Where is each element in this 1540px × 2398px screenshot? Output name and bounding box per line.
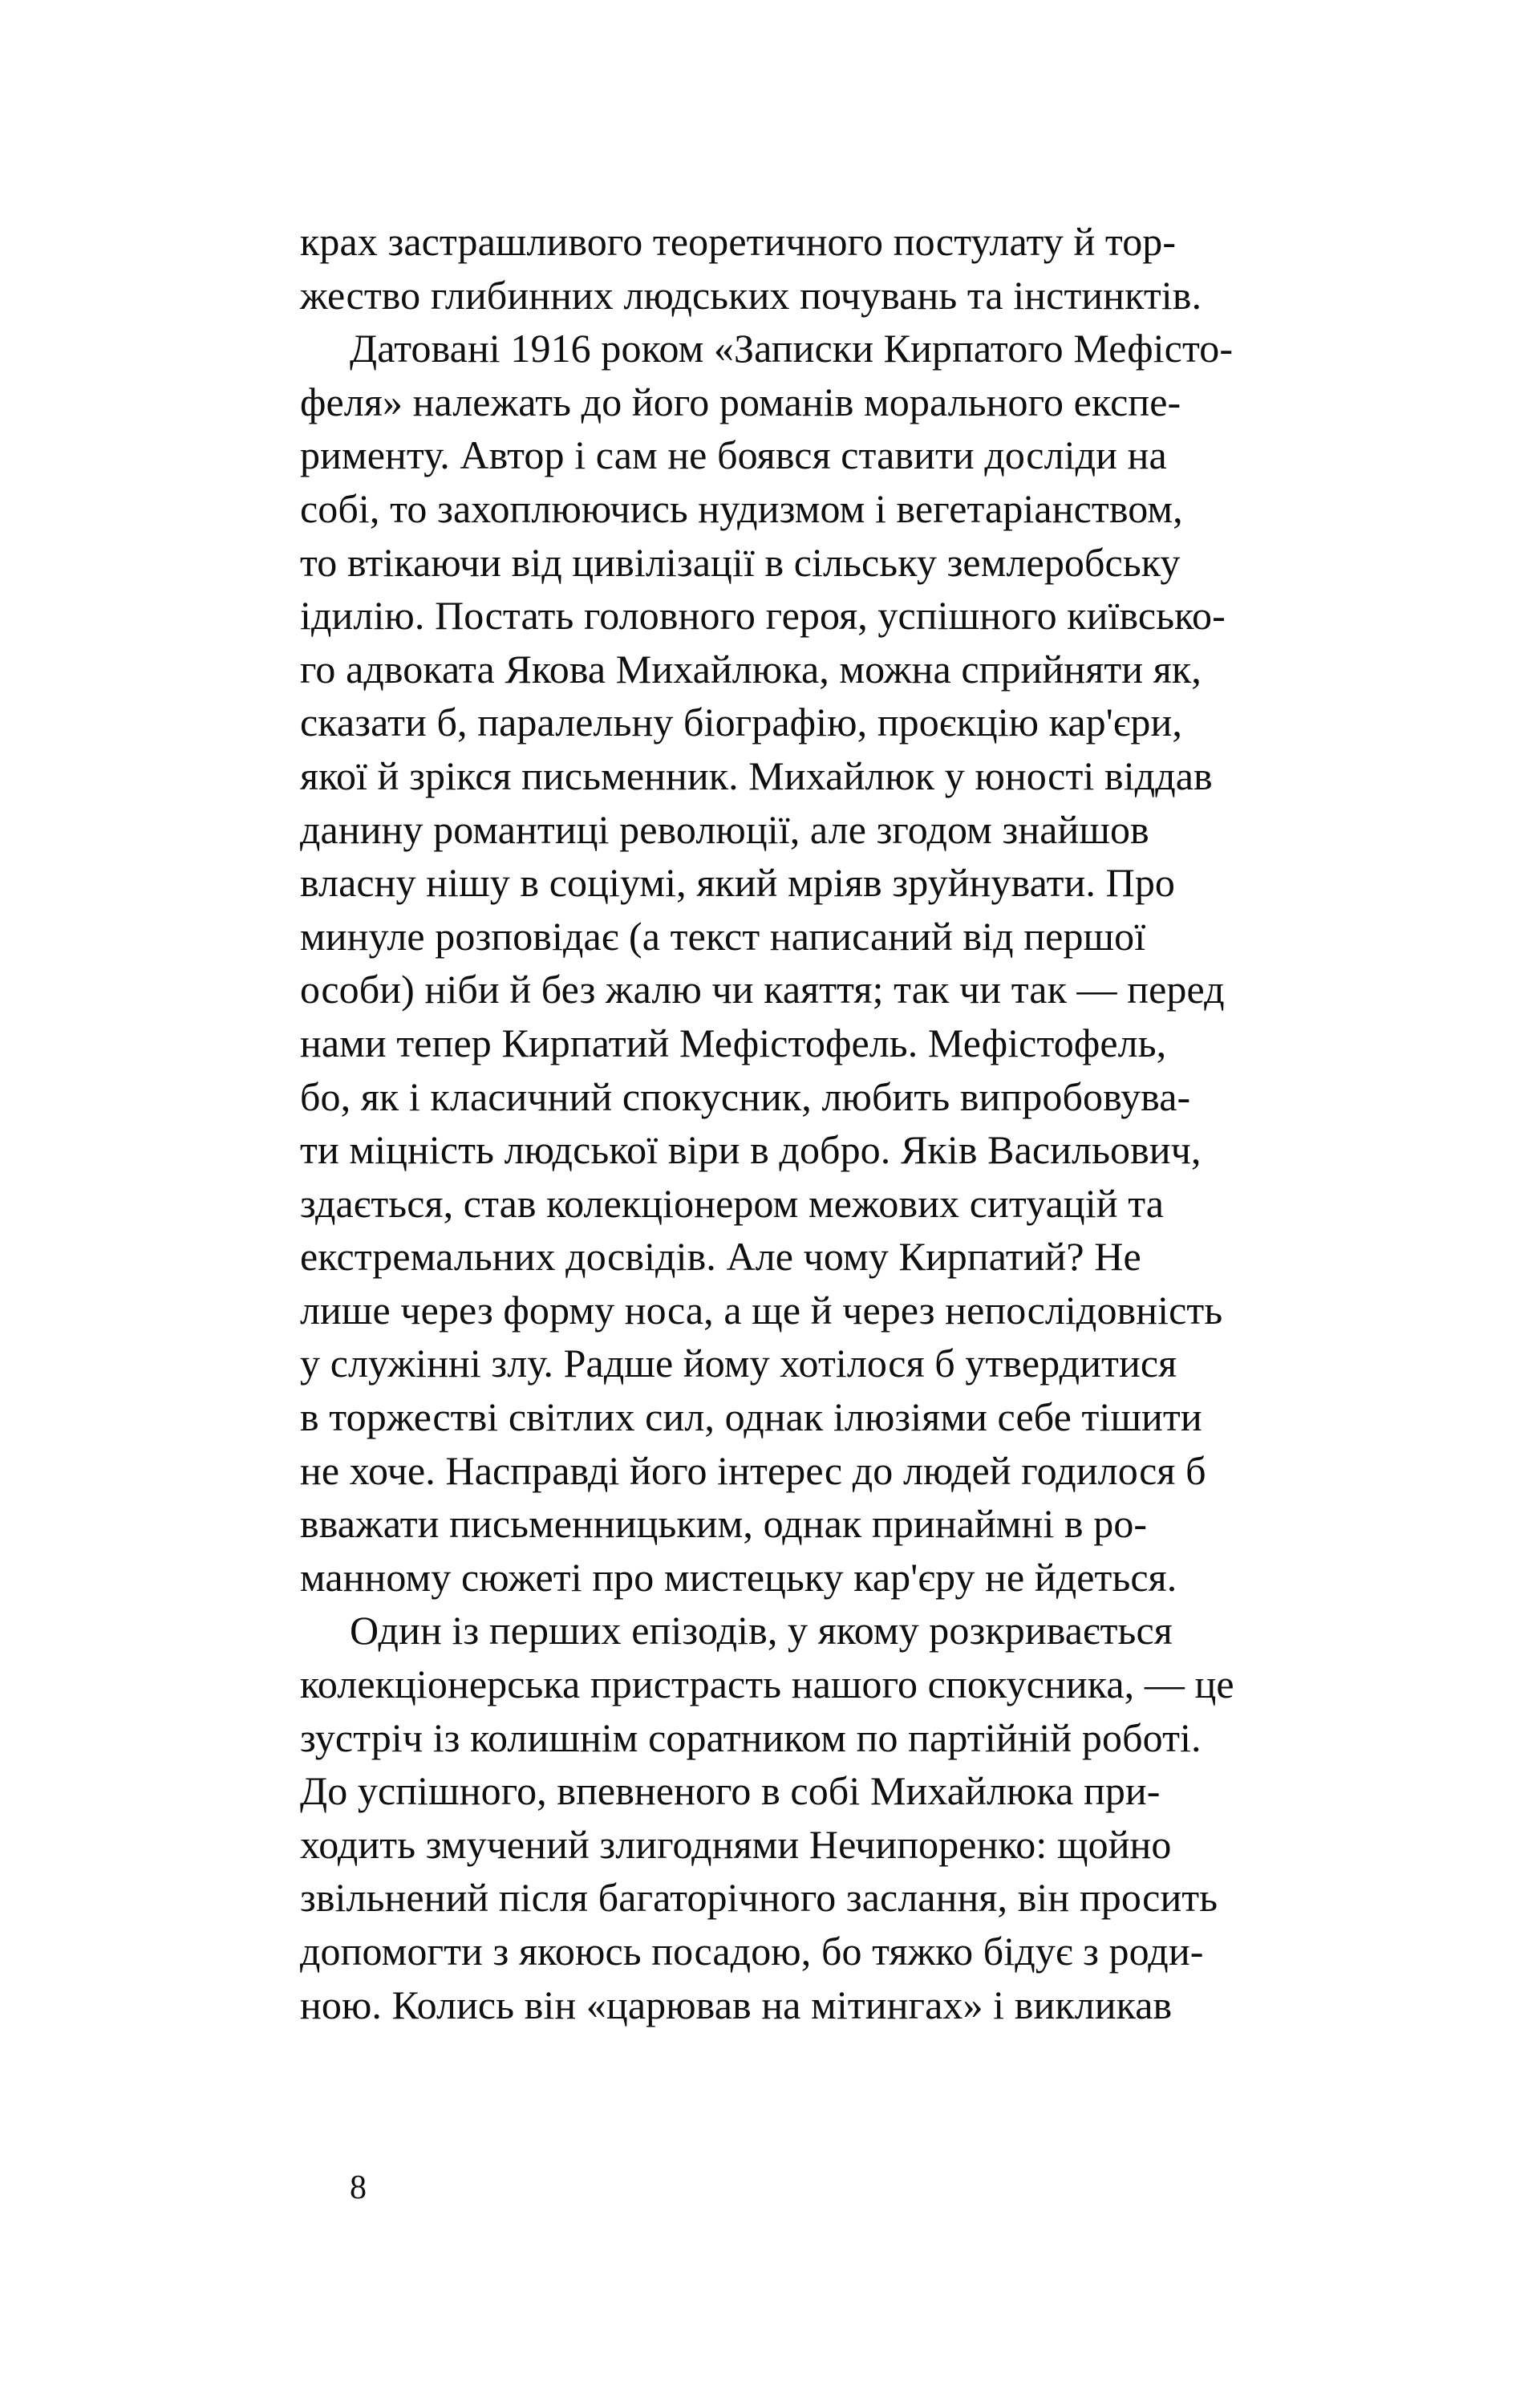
text-line: рименту. Автор і сам не боявся ставити досліди на [300, 432, 1167, 478]
text-line: жество глибинних людських почувань та інстинктів. [300, 272, 1202, 318]
text-line: сказати б, паралельну біографію, проєкцію кар'єри, [300, 700, 1182, 745]
text-line: нами тепер Кирпатий Мефістофель. Мефістофель, [300, 1020, 1167, 1065]
text-line: екстремальних досвідів. Але чому Кирпатий? Не [300, 1234, 1141, 1280]
text-line: го адвоката Якова Михайлюка, можна сприйняти як, [300, 646, 1202, 692]
text-line: вважати письменницьким, однак принаймні в ро- [300, 1501, 1148, 1547]
paragraph-1 [300, 322, 1349, 1604]
text-line: то втікаючи від цивілізації в сільську землеробську [300, 539, 1181, 585]
text-line: власну нішу в соціумі, який мріяв зруйнувати. Про [300, 860, 1176, 906]
text-line: у служінні злу. Радше йому хотілося б утвердитися [300, 1341, 1177, 1386]
text-line: ходить змучений злигоднями Нечипоренко: щойно [300, 1821, 1172, 1867]
text-line: ти міцність людської віри в добро. Яків Васильович, [300, 1127, 1202, 1173]
text-line: якої й зрікся письменник. Михайлюк у юності віддав [300, 753, 1213, 798]
text-line: колекціонерська пристрасть нашого спокусника, — це [300, 1662, 1234, 1707]
text-line: звільнений після багаторічного заслання, він просить [300, 1875, 1218, 1921]
text-line: в торжестві світлих сил, однак ілюзіями себе тішити [300, 1394, 1202, 1440]
text-line: собі, то захоплюючись нудизмом і вегетаріанством, [300, 485, 1183, 531]
text-line: До успішного, впевненого в собі Михайлюка при- [300, 1768, 1161, 1814]
text-line: лише через форму носа, а ще й через непослідовність [300, 1287, 1223, 1333]
text-line: минуле розповідає (а текст написаний від першої [300, 913, 1146, 959]
text-line: зустріч із колишнім соратником по партійній роботі. [300, 1714, 1202, 1760]
text-line: Датовані 1916 роком «Записки Кирпатого Мефісто- [350, 326, 1234, 371]
text-line: манному сюжеті про мистецьку кар'єру не йдеться. [300, 1554, 1177, 1600]
paragraph-continued [300, 215, 1349, 322]
text-line: ідилію. Постать головного героя, успішного київсько- [300, 593, 1226, 639]
text-line: особи) ніби й без жалю чи каяття; так чи так — перед [300, 967, 1225, 1012]
text-line: Один із перших епізодів, у якому розкривається [350, 1608, 1173, 1653]
page-number: 8 [350, 2169, 367, 2206]
text-line: здається, став колекціонером межових ситуацій та [300, 1180, 1165, 1226]
text-line: допомогти з якоюсь посадою, бо тяжко бідує з роди- [300, 1929, 1204, 1974]
text-line: данину романтиці революції, але згодом знайшов [300, 806, 1149, 852]
text-line: бо, як і класичний спокусник, любить випробовува- [300, 1073, 1191, 1119]
page-text-block [300, 215, 1349, 2031]
text-line: не хоче. Насправді його інтерес до людей годилося б [300, 1447, 1206, 1493]
text-line: крах застрашливого теоретичного постулату й тор- [300, 219, 1177, 264]
text-line: феля» належать до його романів морального експе- [300, 379, 1181, 424]
paragraph-2 [300, 1604, 1349, 2031]
text-line: ною. Колись він «царював на мітингах» і викликав [300, 1982, 1173, 2027]
